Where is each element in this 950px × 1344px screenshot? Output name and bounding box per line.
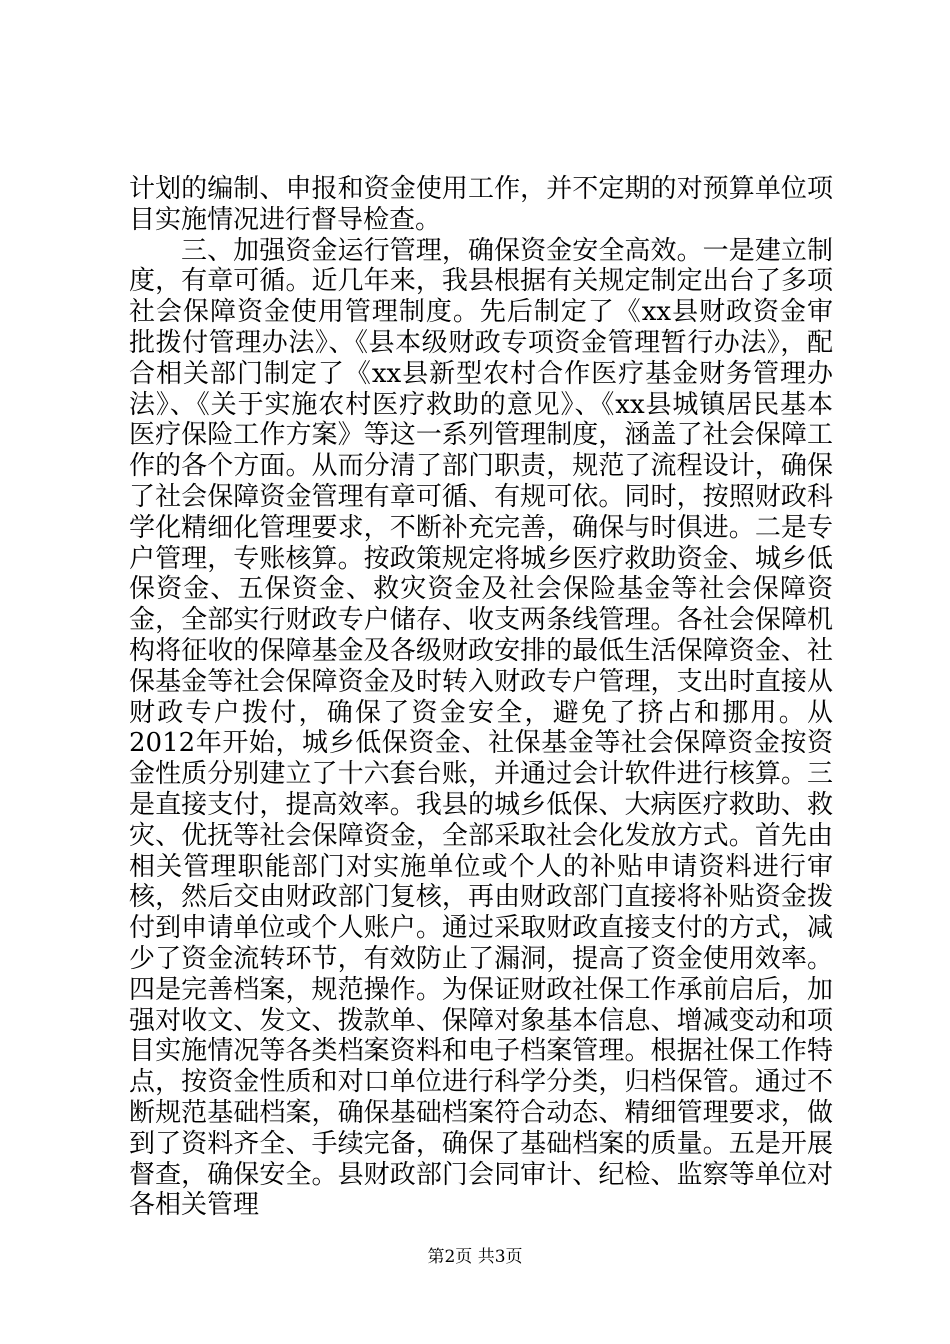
paragraph-1: 计划的编制、申报和资金使用工作，并不定期的对预算单位项目实施情况进行督导检查。 <box>129 174 833 235</box>
page-number: 第2页 共3页 <box>427 1247 523 1267</box>
document-body <box>129 174 833 1221</box>
page-footer <box>0 1246 950 1268</box>
paragraph-2: 三、加强资金运行管理，确保资金安全高效。一是建立制度，有章可循。近几年来，我县根据有关规定制定出台了多项社会保障资金使用管理制度。先后制定了《xx县财政资金审批拨付管理办法》、《县本级财政专项资金管理暂行办法》，配合相关部门制定了《xx县新型农村合作医疗基金财务管理办法》、《关于实施农村医疗救助的意见》、《xx县城镇居民基本医疗保险工作方案》等这一系列管理制度，涵盖了社会保障工作的各个方面。从而分清了部门职责，规范了流程设计，确保了社会保障资金管理有章可循、有规可依。同时，按照财政科学化精细化管理要求，不断补充完善，确保与时俱进。二是专户管理，专账核算。按政策规定将城乡医疗救助资金、城乡低保资金、五保资金、救灾资金及社会保险基金等社会保障资金，全部实行财政专户储存、收支两条线管理。各社会保障机构将征收的保障基金及各级财政安排的最低生活保障资金、社保基金等社会保障资金及时转入财政专户管理，支出时直接从财政专户拨付，确保了资金安全，避免了挤占和挪用。从2012年开始，城乡低保资金、社保基金等社会保障资金按资金性质分别建立了十六套台账，并通过会计软件进行核算。三是直接支付，提高效率。我县的城乡低保、大病医疗救助、救灾、优抚等社会保障资金，全部采取社会化发放方式。首先由相关管理职能部门对实施单位或个人的补贴申请资料进行审核，然后交由财政部门复核，再由财政部门直接将补贴资金拨付到申请单位或个人账户。通过采取财政直接支付的方式，减少了资金流转环节，有效防止了漏洞，提高了资金使用效率。四是完善档案，规范操作。为保证财政社保工作承前启后，加强对收文、发文、拨款单、保障对象基本信息、增减变动和项目实施情况等各类档案资料和电子档案管理。根据社保工作特点，按资金性质和对口单位进行科学分类，归档保管。通过不断规范基础档案，确保基础档案符合动态、精细管理要求，做到了资料齐全、手续完备，确保了基础档案的质量。五是开展督查，确保安全。县财政部门会同审计、纪检、监察等单位对各相关管理 <box>129 235 833 1221</box>
